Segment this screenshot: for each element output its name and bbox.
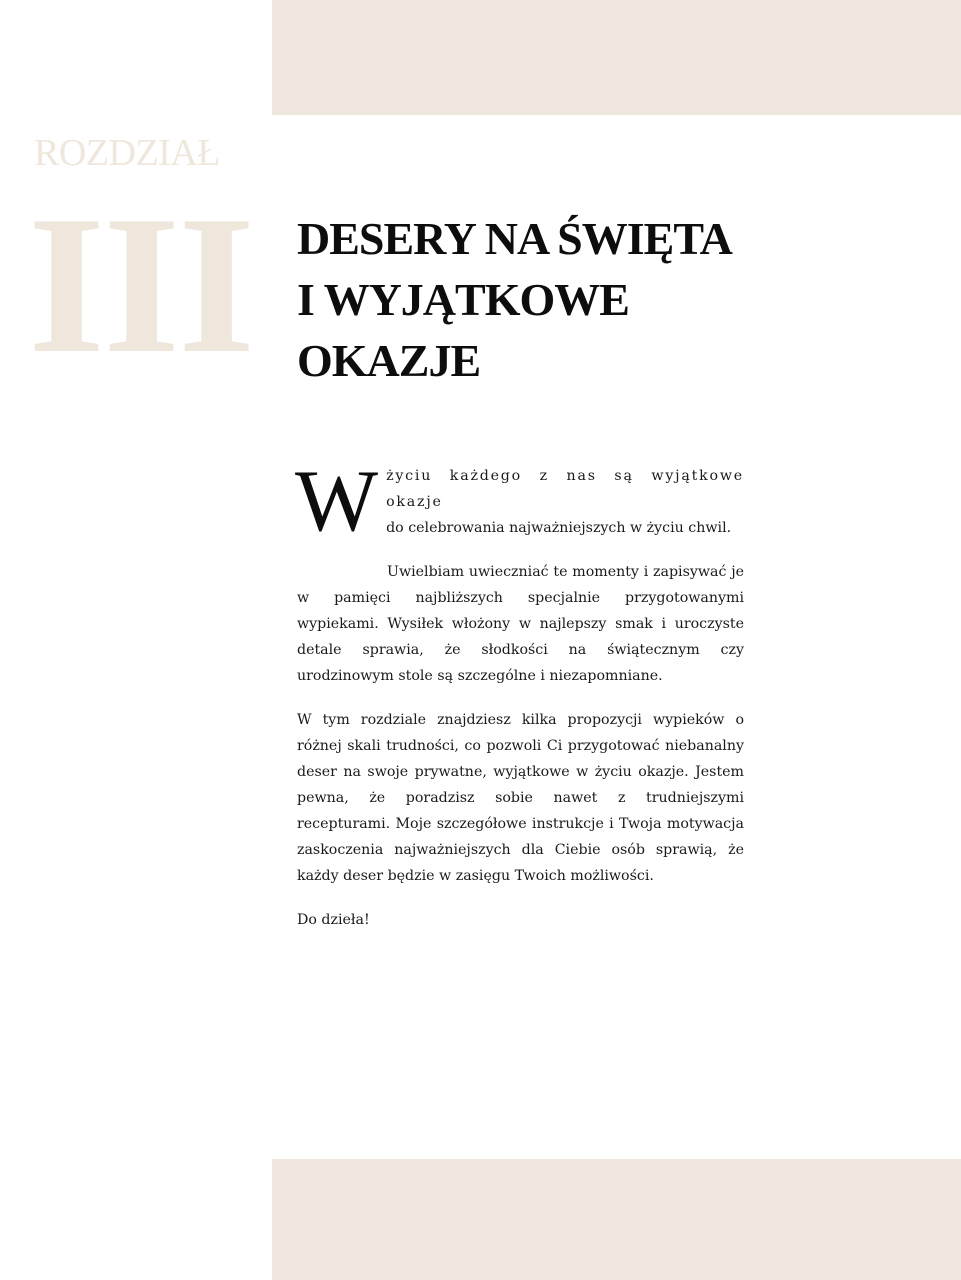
paragraph-2: Uwielbiam uwieczniać te momenty i zapisywać je w pamięci najbliższych specjalnie przygotowanymi wypiekami. Wysiłek włożony w najlepszy smak i uroczyste detale sprawia, że słodkości na świątecznym czy urodzinowym stole są szczególne i niezapomniane. bbox=[297, 564, 744, 684]
title-line-3: OKAZJE bbox=[297, 335, 481, 386]
chapter-intro-text bbox=[295, 453, 744, 933]
chapter-number: III bbox=[28, 175, 254, 394]
title-line-2: I WYJĄTKOWE bbox=[297, 274, 629, 325]
intro-line-1: życiu każdego z nas są wyjątkowe okazje bbox=[386, 468, 744, 510]
decorative-band-top bbox=[272, 0, 961, 115]
drop-cap: W bbox=[295, 453, 379, 550]
intro-paragraph bbox=[295, 453, 744, 550]
chapter-title bbox=[297, 208, 767, 391]
chapter-label: ROZDZIAŁ bbox=[34, 132, 220, 174]
intro-line-2: do celebrowania najważniejszych w życiu chwil. bbox=[386, 520, 732, 536]
decorative-band-bottom bbox=[272, 1159, 961, 1280]
title-line-1: DESERY NA ŚWIĘTA bbox=[297, 213, 732, 264]
closing-line: Do dzieła! bbox=[297, 912, 370, 928]
paragraph-3: W tym rozdziale znajdziesz kilka propozycji wypieków o różnej skali trudności, co pozwoli Ci przygotować niebanalny deser na swoje prywatne, wyjątkowe w życiu okazje. Jestem pewna, że poradzisz sobie nawet z trudniejszymi recepturami. Moje szczegółowe instrukcje i Twoja motywacja zaskoczenia najważniejszych dla Ciebie osób sprawią, że każdy deser będzie w zasięgu Twoich możliwości. bbox=[297, 712, 744, 884]
